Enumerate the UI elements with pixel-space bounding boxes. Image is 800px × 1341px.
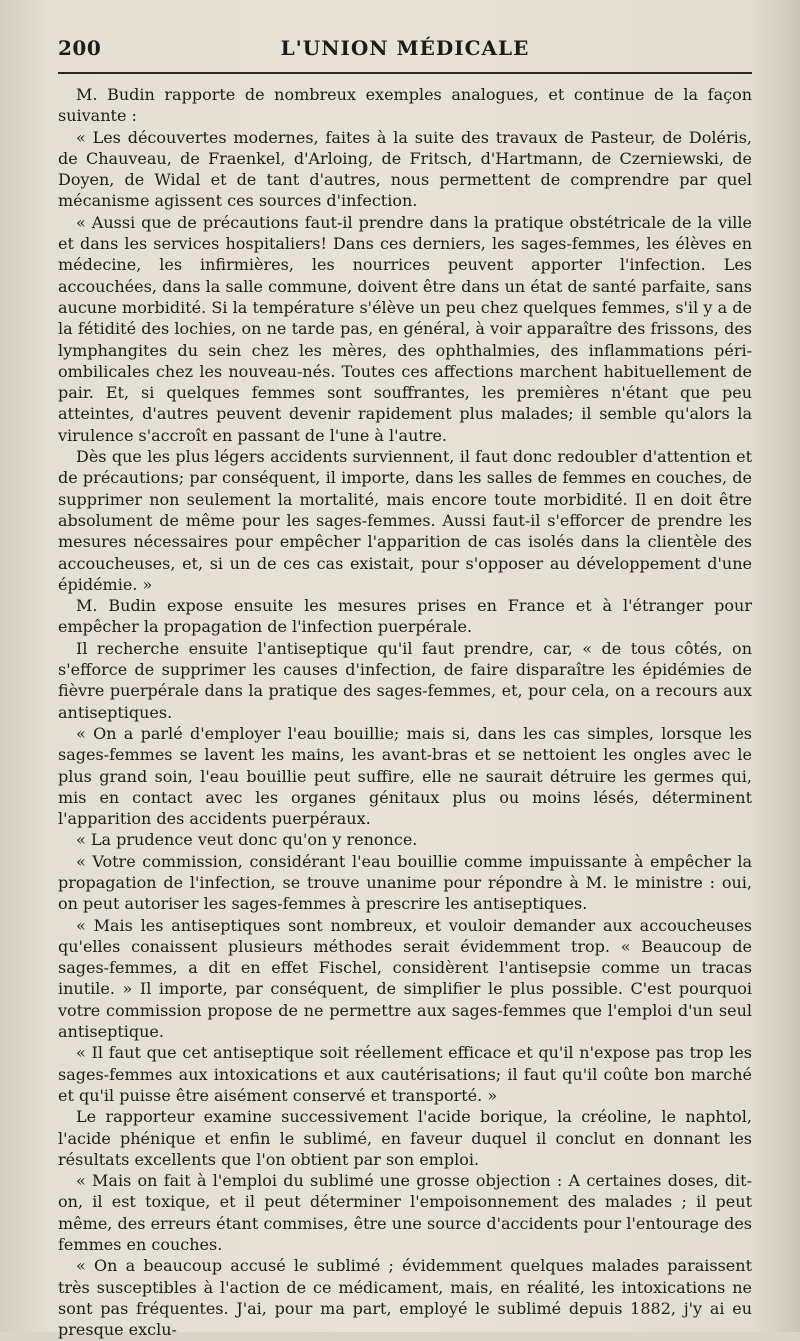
paragraph: « Aussi que de précautions faut-il prendre dans la pratique obstétricale de la ville et dans les services hospitaliers! Dans ces derniers, les sages-femmes, les élèves en médecine, les infirmières, les nourrices peuvent apporter l'infection. Les accouchées, dans la salle commune, doivent être dans un état de santé parfaite, sans aucune morbidité. Si la température s'élève un peu chez quelques femmes, s'il y a de la fétidité des lochies, on ne tarde pas, en général, à voir apparaître des frissons, des lymphangites du sein chez les mères, des ophthalmies, des inflammations péri-ombilicales chez les nouveau-nés. Toutes ces affections marchent habituellement de pair. Et, si quelques femmes sont souffrantes, les premières n'étant que peu atteintes, d'autres peuvent devenir rapidement plus malades; il semble qu'alors la virulence s'accroît en passant de l'une à l'autre. [58, 212, 752, 445]
paragraph: « On a parlé d'employer l'eau bouillie; mais si, dans les cas simples, lorsque les sages-femmes se lavent les mains, les avant-bras et se nettoient les ongles avec le plus grand soin, l'eau bouillie peut suffire, elle ne saurait détruire les germes qui, mis en contact avec les organes génitaux plus ou moins lésés, déterminent l'apparition des accidents puerpéraux. [58, 723, 752, 829]
paragraph: Le rapporteur examine successivement l'acide borique, la créoline, le naphtol, l'acide phénique et enfin le sublimé, en faveur duquel il conclut en donnant les résultats excellents que l'on obtient par son emploi. [58, 1107, 752, 1169]
paragraph: « Il faut que cet antiseptique soit réellement efficace et qu'il n'expose pas trop les sages-femmes aux intoxications et aux cautérisations; il faut qu'il coûte bon marché et qu'il puisse être aisément conservé et transporté. » [58, 1043, 752, 1105]
paragraph: « Votre commission, considérant l'eau bouillie comme impuissante à empêcher la propagation de l'infection, se trouve unanime pour répondre à M. le ministre : oui, on peut autoriser les sages-femmes à prescrire les antiseptiques. [58, 851, 752, 914]
paragraph: M. Budin rapporte de nombreux exemples analogues, et continue de la façon suivante : [58, 85, 752, 126]
paragraph: « La prudence veut donc qu'on y renonce. [76, 830, 418, 850]
running-title: L'UNION MÉDICALE [280, 36, 530, 60]
header-rule [58, 72, 752, 74]
paragraph: « Mais on fait à l'emploi du sublimé une grosse objection : A certaines doses, dit-on, il est toxique, et il peut déterminer l'empoisonnement des malades ; il peut même, des erreurs étant commises, être une source d'accidents pour l'entourage des femmes en couches. [58, 1171, 752, 1255]
page-number: 200 [58, 36, 102, 60]
paragraph: Dès que les plus légers accidents surviennent, il faut donc redoubler d'attention et de précautions; par conséquent, il importe, dans les salles de femmes en couches, de supprimer non seulement la mortalité, mais encore toute morbidité. Il en doit être absolument de même pour les sages-femmes. Aussi faut-il s'efforcer de prendre les mesures nécessaires pour empêcher l'apparition de cas isolés dans la clientèle des accoucheuses, et, si un de ces cas existait, pour s'opposer au développement d'une épidémie. » [58, 447, 752, 594]
article-body [58, 84, 752, 1341]
paragraph: « Les découvertes modernes, faites à la suite des travaux de Pasteur, de Doléris, de Chauveau, de Fraenkel, d'Arloing, de Fritsch, d'Hartmann, de Czerniewski, de Doyen, de Widal et de tant d'autres, nous permettent de comprendre par quel mécanisme agissent ces sources d'infection. [58, 127, 752, 211]
paragraph: « Mais les antiseptiques sont nombreux, et vouloir demander aux accoucheuses qu'elles conaissent plusieurs méthodes serait évidemment trop. « Beaucoup de sages-femmes, a dit en effet Fischel, considèrent l'antisepsie comme un tracas inutile. » Il importe, par conséquent, de simplifier le plus possible. C'est pourquoi votre commission propose de ne permettre aux sages-femmes que l'emploi d'un seul antiseptique. [58, 915, 752, 1042]
page-header [58, 36, 752, 68]
paragraph: « On a beaucoup accusé le sublimé ; évidemment quelques malades paraissent très susceptibles à l'action de ce médicament, mais, en réalité, les intoxications ne sont pas fréquentes. J'ai, pour ma part, employé le sublimé depuis 1882, j'y ai eu presque exclu- [58, 1256, 752, 1340]
paragraph: M. Budin expose ensuite les mesures prises en France et à l'étranger pour empêcher la propagation de l'infection puerpérale. [58, 596, 752, 637]
paragraph: Il recherche ensuite l'antiseptique qu'il faut prendre, car, « de tous côtés, on s'efforce de supprimer les causes d'infection, de faire disparaître les épidémies de fièvre puerpérale dans la pratique des sages-femmes, et, pour cela, on a recours aux antiseptiques. [58, 638, 752, 722]
